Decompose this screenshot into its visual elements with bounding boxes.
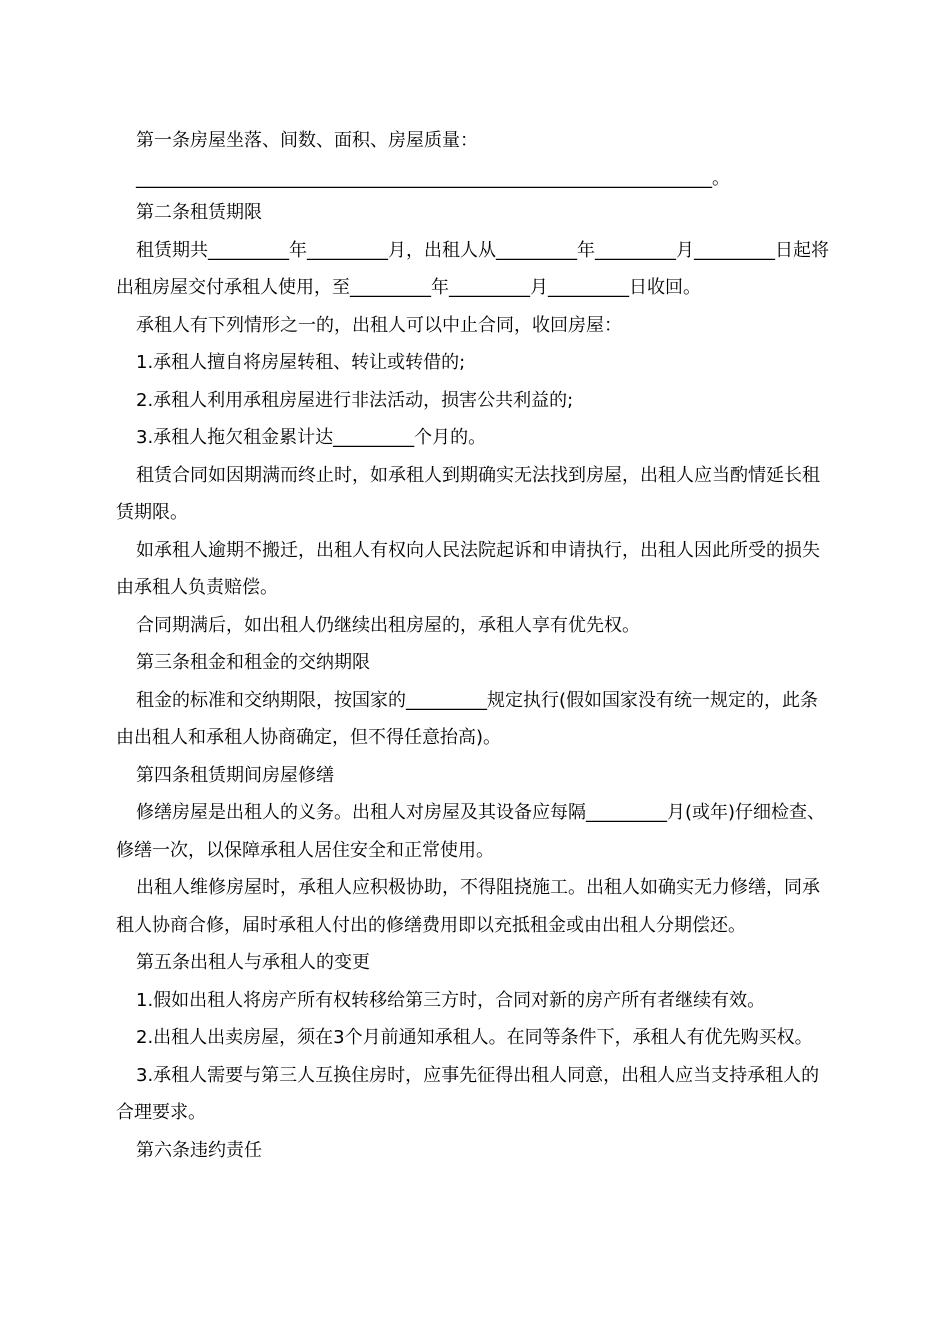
- paragraph: 修缮房屋是出租人的义务。出租人对房屋及其设备应每隔_________月(或年)仔细检查、修缮一次，以保障承租人居住安全和正常使用。: [116, 802, 826, 861]
- list-item: 1.假如出租人将房产所有权转移给第三方时，合同对新的房产所有者继续有效。: [136, 989, 766, 1011]
- article-6-heading: 第六条违约责任: [136, 1139, 262, 1161]
- list-item: 3.承租人拖欠租金累计达_________个月的。: [136, 427, 487, 448]
- article-1-blank-line: ________________________________________________________________。: [136, 168, 730, 189]
- article-2-heading: 第二条租赁期限: [136, 202, 262, 223]
- article-1-heading: 第一条房屋坐落、间数、面积、房屋质量：: [136, 130, 478, 151]
- paragraph: 租赁合同如因期满而终止时，如承租人到期确实无法找到房屋，出租人应当酌情延长租赁期限。: [116, 464, 820, 523]
- paragraph: 出租人维修房屋时，承租人应积极协助，不得阻挠施工。出租人如确实无力修缮，同承租人协商合修，届时承租人付出的修缮费用即以充抵租金或由出租人分期偿还。: [116, 877, 820, 936]
- paragraph: 租赁期共_________年_________月，出租人从_________年_________月_________日起将出租房屋交付承租人使用，至_________年_________月_________日收回。: [116, 239, 829, 298]
- list-item: 2.出租人出卖房屋，须在3个月前通知承租人。在同等条件下，承租人有优先购买权。: [136, 1027, 813, 1048]
- article-5-heading: 第五条出租人与承租人的变更: [136, 952, 370, 973]
- list-item: 3.承租人需要与第三人互换住房时，应事先征得出租人同意，出租人应当支持承租人的合理要求。: [116, 1064, 820, 1123]
- list-item: 1.承租人擅自将房屋转租、转让或转借的;: [136, 352, 466, 373]
- paragraph: 租金的标准和交纳期限，按国家的_________规定执行(假如国家没有统一规定的，此条由出租人和承租人协商确定，但不得任意抬高)。: [116, 689, 819, 748]
- paragraph: 合同期满后，如出租人仍继续出租房屋的，承租人享有优先权。: [136, 614, 640, 636]
- paragraph: 承租人有下列情形之一的，出租人可以中止合同，收回房屋：: [136, 314, 622, 336]
- document-body: [116, 194, 836, 1169]
- article-4-heading: 第四条租赁期间房屋修缮: [136, 764, 334, 786]
- list-item: 2.承租人利用承租房屋进行非法活动，损害公共利益的;: [136, 389, 574, 411]
- article-3-heading: 第三条租金和租金的交纳期限: [136, 652, 370, 673]
- paragraph: 如承租人逾期不搬迁，出租人有权向人民法院起诉和申请执行，出租人因此所受的损失由承租人负责赔偿。: [116, 539, 820, 598]
